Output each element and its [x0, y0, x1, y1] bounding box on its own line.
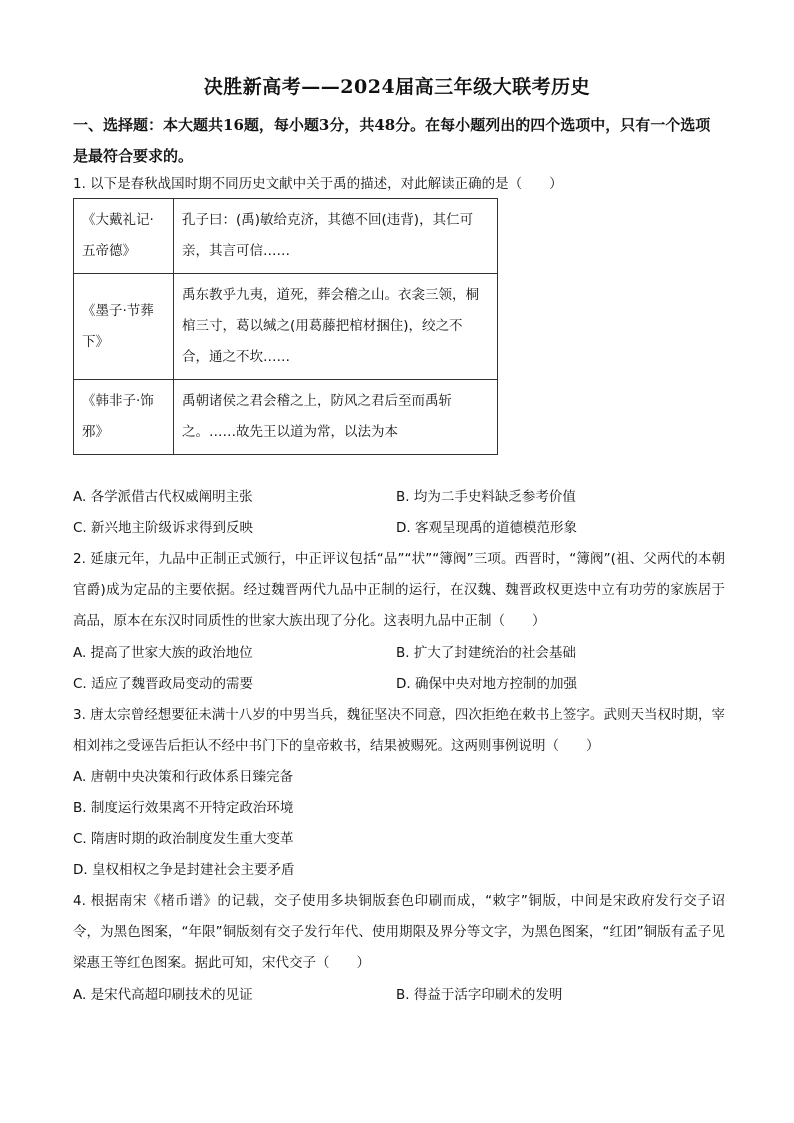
- option-b[interactable]: B. 扩大了封建统治的社会基础: [396, 645, 576, 661]
- options-row: [73, 638, 725, 669]
- option-d[interactable]: D. 客观呈现禹的道德模范形象: [396, 520, 577, 536]
- question-1-stem: 1. 以下是春秋战国时期不同历史文献中关于禹的描述，对此解读正确的是（ ）: [73, 176, 563, 192]
- option-b[interactable]: B. 制度运行效果离不开特定政治环境: [73, 800, 294, 816]
- question-4-stem: 4. 根据南宋《楮币谱》的记载，交子使用多块铜版套色印刷而成，“敕字”铜版，中间是宋政府发行交子诏令，为黑色图案，“年限”铜版刻有交子发行年代、使用期限及界分等文字，为黑色图案，“红团”铜版有孟子见梁惠王等红色图案。据此可知，宋代交子（ ）: [73, 893, 725, 971]
- question-2-stem: 2. 延康元年，九品中正制正式颁行，中正评议包括“品”“状”“簿阀”三项。西晋时，“簿阀”(祖、父两代的本朝官爵)成为定品的主要依据。经过魏晋两代九品中正制的运行，在汉魏、魏晋政权更迭中立有功劳的家族居于高品，原本在东汉时同质性的世家大族出现了分化。这表明九品中正制（ ）: [73, 551, 725, 629]
- option-b[interactable]: B. 均为二手史料缺乏参考价值: [396, 489, 576, 505]
- option-c[interactable]: C. 适应了魏晋政局变动的需要: [73, 676, 254, 692]
- option-a[interactable]: A. 是宋代高超印刷技术的见证: [73, 987, 253, 1003]
- table-row: [74, 380, 498, 455]
- table-row: [74, 274, 498, 380]
- section-heading: 一、选择题：本大题共16题，每小题3分，共48分。在每小题列出的四个选项中，只有一个选项是最符合要求的。: [73, 116, 711, 165]
- options-row: [73, 513, 725, 544]
- option-a[interactable]: A. 提高了世家大族的政治地位: [73, 645, 253, 661]
- source-name: 《大戴礼记·五帝德》: [74, 199, 174, 274]
- options-row: [73, 669, 725, 700]
- source-name: 《韩非子·饰邪》: [74, 380, 174, 455]
- option-a[interactable]: A. 唐朝中央决策和行政体系日臻完备: [73, 769, 294, 785]
- option-a[interactable]: A. 各学派借古代权威阐明主张: [73, 489, 253, 505]
- source-text: 禹朝诸侯之君会稽之上，防风之君后至而禹斩之。……故先王以道为常，以法为本: [174, 380, 498, 455]
- source-table: [73, 198, 498, 455]
- source-text: 孔子曰：(禹)敏给克济，其德不回(违背)，其仁可亲，其言可信……: [174, 199, 498, 274]
- option-b[interactable]: B. 得益于活字印刷术的发明: [396, 987, 563, 1003]
- option-c[interactable]: C. 隋唐时期的政治制度发生重大变革: [73, 831, 294, 847]
- option-d[interactable]: D. 确保中央对地方控制的加强: [396, 676, 577, 692]
- page-title: 决胜新高考——2024届高三年级大联考历史: [203, 76, 591, 98]
- source-name: 《墨子·节葬下》: [74, 274, 174, 380]
- source-text: 禹东教乎九夷，道死，葬会稽之山。衣衾三领，桐棺三寸，葛以缄之(用葛藤把棺材捆住)，绞之不合，通之不坎……: [174, 274, 498, 380]
- options-row: [73, 980, 725, 1011]
- option-c[interactable]: C. 新兴地主阶级诉求得到反映: [73, 520, 254, 536]
- table-row: [74, 199, 498, 274]
- option-d[interactable]: D. 皇权相权之争是封建社会主要矛盾: [73, 862, 295, 878]
- options-row: [73, 482, 725, 513]
- question-3-stem: 3. 唐太宗曾经想要征未满十八岁的中男当兵，魏征坚决不同意，四次拒绝在敕书上签字。武则天当权时期，宰相刘祎之受诬告后拒认不经中书门下的皇帝敕书，结果被赐死。这两则事例说明（ ）: [73, 707, 725, 754]
